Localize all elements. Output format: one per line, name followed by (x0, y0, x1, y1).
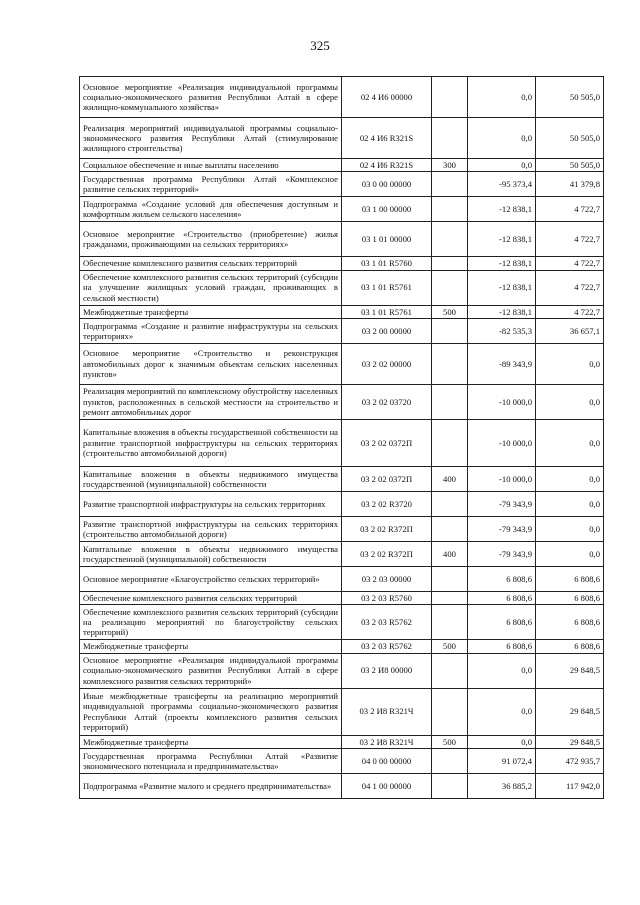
row-value-2: 36 657,1 (536, 318, 604, 343)
row-name: Государственная программа Республики Алтай «Развитие экономического потенциала и предпринимательства» (80, 748, 342, 773)
table-row (80, 640, 604, 653)
row-value-2: 0,0 (536, 541, 604, 566)
row-code: 02 4 И6 R321S (342, 118, 432, 159)
row-value-1: 6 808,6 (468, 640, 536, 653)
row-value-1: -10 000,0 (468, 384, 536, 419)
row-value-2: 6 808,6 (536, 566, 604, 591)
row-name: Основное мероприятие «Реализация индивидуальной программы социально-экономического развития Республики Алтай в сфере жилищно-коммунального хозяйства» (80, 77, 342, 118)
row-name: Социальное обеспечение и иные выплаты населению (80, 159, 342, 172)
row-code: 03 2 И8 R321Ч (342, 688, 432, 735)
table-row (80, 384, 604, 419)
row-value-1: 6 808,6 (468, 566, 536, 591)
row-expense-type (432, 172, 468, 197)
row-expense-type (432, 197, 468, 222)
row-code: 03 2 И8 00000 (342, 653, 432, 688)
table-row (80, 118, 604, 159)
row-value-2: 6 808,6 (536, 605, 604, 640)
table-row (80, 77, 604, 118)
row-value-1: 6 808,6 (468, 605, 536, 640)
row-value-1: -10 000,0 (468, 466, 536, 491)
table-row (80, 516, 604, 541)
row-name: Межбюджетные трансферты (80, 640, 342, 653)
row-code: 03 2 03 R5762 (342, 605, 432, 640)
table-row (80, 566, 604, 591)
row-expense-type (432, 688, 468, 735)
row-code: 04 0 00 00000 (342, 748, 432, 773)
table-row (80, 270, 604, 305)
row-expense-type (432, 270, 468, 305)
row-code: 03 0 00 00000 (342, 172, 432, 197)
row-value-2: 472 935,7 (536, 748, 604, 773)
row-name: Обеспечение комплексного развития сельских территорий (80, 591, 342, 604)
budget-table-body (80, 77, 604, 799)
row-value-2: 50 505,0 (536, 77, 604, 118)
table-row (80, 688, 604, 735)
row-value-2: 117 942,0 (536, 773, 604, 798)
table-row (80, 257, 604, 270)
row-expense-type (432, 318, 468, 343)
row-expense-type (432, 748, 468, 773)
row-code: 02 4 И6 00000 (342, 77, 432, 118)
row-name: Обеспечение комплексного развития сельских территорий (80, 257, 342, 270)
row-value-2: 4 722,7 (536, 222, 604, 257)
page-number: 325 (310, 38, 330, 53)
table-row (80, 735, 604, 748)
row-code: 03 1 01 00000 (342, 222, 432, 257)
row-value-2: 0,0 (536, 491, 604, 516)
row-code: 03 1 01 R5761 (342, 270, 432, 305)
row-value-2: 4 722,7 (536, 305, 604, 318)
table-row (80, 748, 604, 773)
row-code: 03 2 00 00000 (342, 318, 432, 343)
table-row (80, 541, 604, 566)
row-value-1: 36 885,2 (468, 773, 536, 798)
row-expense-type (432, 419, 468, 466)
row-code: 03 2 03 R5760 (342, 591, 432, 604)
row-name: Обеспечение комплексного развития сельских территорий (субсидии на реализацию мероприятий по благоустройству сельских территорий) (80, 605, 342, 640)
row-expense-type (432, 77, 468, 118)
row-name: Основное мероприятие «Реализация индивидуальной программы социально-экономического развития Республики Алтай в сфере комплексного развития сельских территорий» (80, 653, 342, 688)
row-value-1: -10 000,0 (468, 419, 536, 466)
row-value-1: -12 838,1 (468, 197, 536, 222)
row-code: 02 4 И6 R321S (342, 159, 432, 172)
row-expense-type: 500 (432, 735, 468, 748)
row-value-1: -89 343,9 (468, 343, 536, 384)
table-row (80, 653, 604, 688)
row-value-2: 6 808,6 (536, 640, 604, 653)
table-row (80, 172, 604, 197)
row-code: 03 1 00 00000 (342, 197, 432, 222)
table-row (80, 419, 604, 466)
row-expense-type (432, 491, 468, 516)
row-value-2: 0,0 (536, 516, 604, 541)
table-row (80, 318, 604, 343)
row-name: Капитальные вложения в объекты государственной собственности на развитие транспортной инфраструктуры на сельских территориях (строительство автомобильной дороги) (80, 419, 342, 466)
row-value-1: 0,0 (468, 118, 536, 159)
row-expense-type (432, 653, 468, 688)
row-code: 04 1 00 00000 (342, 773, 432, 798)
row-code: 03 2 02 00000 (342, 343, 432, 384)
row-expense-type (432, 222, 468, 257)
row-value-2: 50 505,0 (536, 118, 604, 159)
row-value-2: 6 808,6 (536, 591, 604, 604)
row-value-1: -12 838,1 (468, 270, 536, 305)
row-value-1: -79 343,9 (468, 491, 536, 516)
row-value-2: 41 379,8 (536, 172, 604, 197)
row-name: Реализация мероприятий индивидуальной программы социально-экономического развития Республики Алтай (стимулирование жилищного строительства) (80, 118, 342, 159)
table-row (80, 605, 604, 640)
row-value-1: 91 072,4 (468, 748, 536, 773)
row-value-2: 4 722,7 (536, 257, 604, 270)
row-value-1: -79 343,9 (468, 541, 536, 566)
table-row (80, 466, 604, 491)
row-code: 03 2 02 0372П (342, 466, 432, 491)
row-code: 03 2 02 R372П (342, 541, 432, 566)
table-row (80, 343, 604, 384)
row-name: Основное мероприятие «Строительство (приобретение) жилья гражданами, проживающими на сельских территориях» (80, 222, 342, 257)
row-value-2: 4 722,7 (536, 197, 604, 222)
row-expense-type (432, 118, 468, 159)
row-expense-type (432, 566, 468, 591)
row-value-1: 0,0 (468, 653, 536, 688)
row-name: Капитальные вложения в объекты недвижимого имущества государственной (муниципальной) собственности (80, 541, 342, 566)
row-value-1: -82 535,3 (468, 318, 536, 343)
row-name: Подпрограмма «Развитие малого и среднего предпринимательства» (80, 773, 342, 798)
row-name: Подпрограмма «Создание условий для обеспечения доступным и комфортным жильем сельского населения» (80, 197, 342, 222)
row-name: Основное мероприятие «Строительство и реконструкция автомобильных дорог к значимым объектам сельских населенных пунктов» (80, 343, 342, 384)
table-row (80, 591, 604, 604)
row-code: 03 1 01 R5761 (342, 305, 432, 318)
row-name: Государственная программа Республики Алтай «Комплексное развитие сельских территорий» (80, 172, 342, 197)
row-value-1: -12 838,1 (468, 222, 536, 257)
row-name: Обеспечение комплексного развития сельских территорий (субсидии на улучшение жилищных условий граждан, проживающих в сельской местности) (80, 270, 342, 305)
row-value-2: 0,0 (536, 419, 604, 466)
row-value-1: -95 373,4 (468, 172, 536, 197)
row-name: Подпрограмма «Создание и развитие инфраструктуры на сельских территориях» (80, 318, 342, 343)
row-value-2: 29 848,5 (536, 735, 604, 748)
row-value-1: 6 808,6 (468, 591, 536, 604)
row-value-2: 29 848,5 (536, 688, 604, 735)
row-expense-type (432, 343, 468, 384)
row-code: 03 2 02 0372П (342, 419, 432, 466)
row-name: Развитие транспортной инфраструктуры на сельских территориях (80, 491, 342, 516)
row-value-2: 50 505,0 (536, 159, 604, 172)
row-value-1: 0,0 (468, 735, 536, 748)
row-code: 03 2 02 R372П (342, 516, 432, 541)
row-expense-type: 500 (432, 640, 468, 653)
row-code: 03 2 И8 R321Ч (342, 735, 432, 748)
row-name: Развитие транспортной инфраструктуры на сельских территориях (строительство автомобильной дороги) (80, 516, 342, 541)
row-expense-type: 300 (432, 159, 468, 172)
row-value-1: -79 343,9 (468, 516, 536, 541)
table-row (80, 222, 604, 257)
table-row (80, 197, 604, 222)
row-expense-type (432, 384, 468, 419)
row-expense-type (432, 773, 468, 798)
row-code: 03 2 02 R3720 (342, 491, 432, 516)
row-code: 03 2 02 03720 (342, 384, 432, 419)
row-value-2: 0,0 (536, 343, 604, 384)
row-value-1: 0,0 (468, 159, 536, 172)
row-expense-type (432, 516, 468, 541)
row-expense-type (432, 605, 468, 640)
row-value-2: 4 722,7 (536, 270, 604, 305)
budget-table (79, 76, 604, 799)
table-row (80, 773, 604, 798)
row-value-2: 29 848,5 (536, 653, 604, 688)
table-row (80, 305, 604, 318)
row-name: Капитальные вложения в объекты недвижимого имущества государственной (муниципальной) собственности (80, 466, 342, 491)
row-expense-type (432, 257, 468, 270)
row-name: Межбюджетные трансферты (80, 735, 342, 748)
row-expense-type: 400 (432, 466, 468, 491)
row-code: 03 2 03 00000 (342, 566, 432, 591)
row-name: Иные межбюджетные трансферты на реализацию мероприятий индивидуальной программы социально-экономического развития Республики Алтай (проекты комплексного развития сельских территорий) (80, 688, 342, 735)
row-name: Реализация мероприятий по комплексному обустройству населенных пунктов, расположенных в сельской местности на строительство и ремонт автомобильных дорог (80, 384, 342, 419)
row-code: 03 2 03 R5762 (342, 640, 432, 653)
row-expense-type (432, 591, 468, 604)
table-row (80, 159, 604, 172)
row-expense-type: 500 (432, 305, 468, 318)
table-row (80, 491, 604, 516)
row-value-2: 0,0 (536, 384, 604, 419)
row-value-1: 0,0 (468, 77, 536, 118)
row-value-2: 0,0 (536, 466, 604, 491)
row-name: Межбюджетные трансферты (80, 305, 342, 318)
row-code: 03 1 01 R5760 (342, 257, 432, 270)
row-expense-type: 400 (432, 541, 468, 566)
row-value-1: 0,0 (468, 688, 536, 735)
row-value-1: -12 838,1 (468, 305, 536, 318)
row-name: Основное мероприятие «Благоустройство сельских территорий» (80, 566, 342, 591)
row-value-1: -12 838,1 (468, 257, 536, 270)
